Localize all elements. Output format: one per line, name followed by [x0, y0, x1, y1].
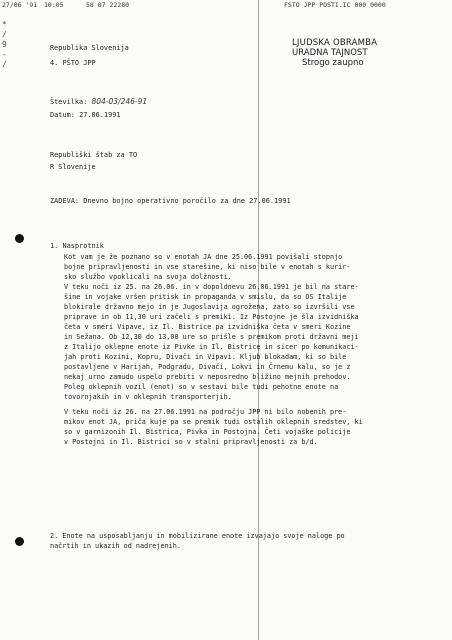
- fax-header: [0, 0, 452, 10]
- recipient-line: Republiški štab za TO: [50, 151, 138, 159]
- reference-number: [50, 97, 147, 107]
- margin-mark: /: [2, 60, 7, 69]
- body-line: so v garnizonih Il. Bistrica, Pivka in Postojna. Četi vojaške policije: [64, 428, 351, 436]
- body-line: v Postojni in Il. Bistrici so v stalni pripravljenosti za b/d.: [64, 438, 318, 446]
- punch-hole-icon: [15, 537, 24, 546]
- body-line: Kot vam je že poznano so v enotah JA dne 25.06.1991 povišali stopnjo: [64, 253, 343, 261]
- sender-line: Republika Slovenija: [50, 44, 129, 52]
- margin-mark: *: [2, 20, 7, 29]
- subject-label: ZADEVA:: [50, 197, 80, 205]
- stamp-line: Strogo zaupno: [302, 58, 364, 68]
- date-value: 27.06.1991: [79, 111, 121, 119]
- body-line: šine in vojake vršen pritisk in propaganda v smislu, da so OS Italije: [64, 293, 347, 301]
- body-line: bojne pripravljenosti in vse starešine, ki niso bile v enotah s kurir-: [64, 263, 351, 271]
- date-label: Datum:: [50, 111, 75, 119]
- body-line: priprave in ob 11,30 uri začeli s premiki. Iz Postojne je šla izvidniška: [64, 313, 359, 321]
- body-line: V teku noči iz 25. na 26.06. in v dopoldnevu 26.06.1991 je bil na stare-: [64, 283, 359, 291]
- margin-mark: /: [2, 30, 7, 39]
- body-line: in Sežana. Ob 12,30 do 13,00 ure so prišle s premikom proti državni meji: [64, 333, 359, 341]
- body-line: Poleg oklepnih vozil (enot) so v sestavi bile tudi pehotne enote na: [64, 383, 339, 391]
- fax-date: 27/06 '91: [2, 1, 38, 9]
- stamp-line: LJUDSKA OBRAMBA: [292, 38, 378, 48]
- classification-stamp: [292, 38, 402, 68]
- body-line: postavljene v Harijah, Podgradu, Divači, Lokvi in Črnemu kalu, so je z: [64, 363, 351, 371]
- body-line: sko službo vpoklicali na svoja dolžnosti.: [64, 273, 232, 281]
- fax-sender: FSTO JPP POSTI.IC 000 0000: [284, 1, 386, 9]
- sender-line: 4. PŠTO JPP: [50, 59, 96, 67]
- margin-marks: [2, 20, 7, 70]
- body-line: mikov enot JA, priča kuje pa se premik tudi ostalih oklepnih sredstev, ki: [64, 418, 363, 426]
- reference-date: [50, 110, 121, 120]
- subject-text: Dnevno bojno operativno poročilo za dne 27.06.1991: [83, 197, 291, 205]
- body-line: V teku noči iz 26. na 27.06.1991 na področju JPP ni bilo nobenih pre-: [64, 408, 347, 416]
- number-value: 804-03/246-91: [91, 97, 148, 106]
- section1-body: [64, 252, 424, 447]
- body-line: nekaj urno zamudo uspelo prebiti v neposredno bližino mejnih prehodov.: [64, 373, 351, 381]
- fax-time: 10:05: [44, 1, 64, 9]
- section2-body: [50, 531, 410, 551]
- section-heading: 1. Nasprotnik: [50, 242, 104, 250]
- body-line: z Italijo oklepne enote iz Pivke in Il. Bistrice in sicer po komunikaci-: [64, 343, 359, 351]
- fax-phone: 58 07 22280: [86, 1, 130, 9]
- body-line: četa v smeri Vipave, iz Il. Bistrice pa izvidniška četa v smeri Kozine: [64, 323, 351, 331]
- body-line: blokirale državno mejo in je Jugoslavija ogrožena, zato so izvršili vse: [64, 303, 355, 311]
- margin-mark: 9: [2, 40, 7, 49]
- margin-mark: -: [2, 50, 7, 59]
- recipient-line: R Slovenije: [50, 163, 96, 171]
- body-line: jah proti Kozini, Kopru, Divači in Vipavi. Kljub blokadam, ki so bile: [64, 353, 347, 361]
- body-line: 2. Enote na usposabljanju in mobilizirane enote izvajajo svoje naloge po: [50, 532, 345, 540]
- stamp-line: URADNA TAJNOST: [292, 48, 368, 58]
- body-line: tovornjakih in v oklepnih transporterjih.: [64, 393, 232, 401]
- punch-hole-icon: [15, 234, 24, 243]
- body-line: načrtih in ukazih od nadrejenih.: [50, 542, 181, 550]
- number-label: Številka:: [50, 98, 88, 106]
- subject-line: [50, 196, 291, 206]
